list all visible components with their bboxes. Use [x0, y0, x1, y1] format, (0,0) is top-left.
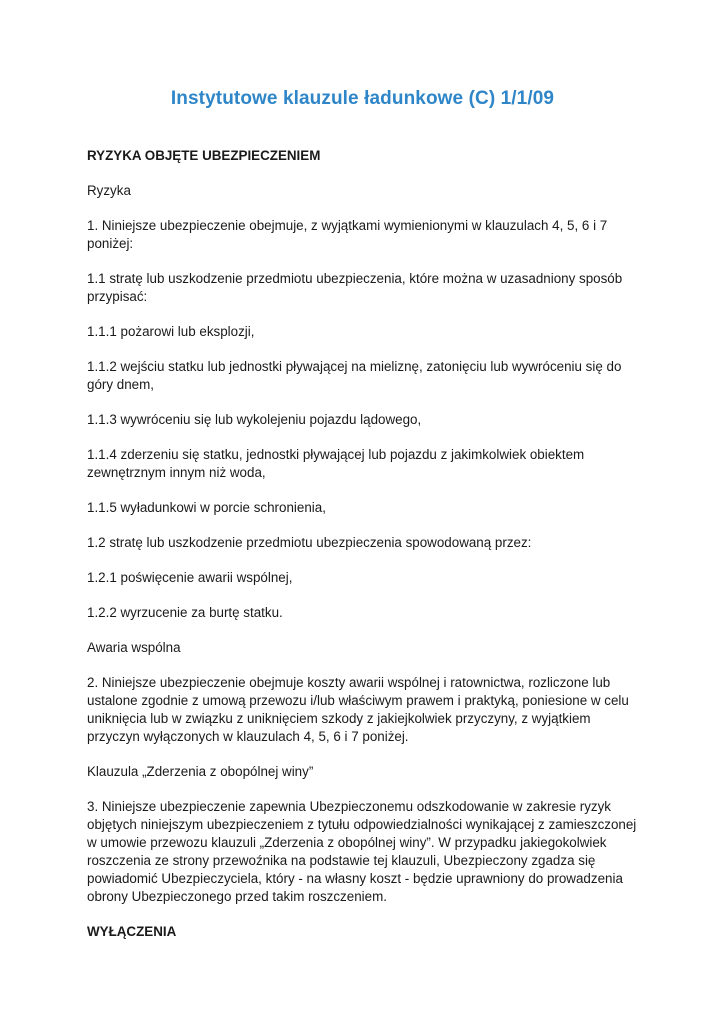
paragraph: 1.1.3 wywróceniu się lub wykolejeniu pojazdu lądowego,	[87, 412, 422, 427]
paragraph: 2. Niniejsze ubezpieczenie obejmuje koszty awarii wspólnej i ratownictwa, rozliczone lub ustalone zgodnie z umową przewozu i/lub właściwym prawem i praktyką, poniesione w celu uniknięcia lub w związku z uniknięciem szkody z jakiejkolwiek przyczyny, z wyjątkiem przyczyn wyłączonych w klauzulach 4, 5, 6 i 7 poniżej.	[87, 675, 629, 744]
paragraph: 1.1.1 pożarowi lub eksplozji,	[87, 324, 255, 339]
document-title: Instytutowe klauzule ładunkowe (C) 1/1/09	[170, 88, 555, 109]
paragraph: 1.1.2 wejściu statku lub jednostki pływającej na mieliznę, zatonięciu lub wywróceniu się do góry dnem,	[87, 359, 622, 392]
section-heading: WYŁĄCZENIA	[87, 924, 177, 939]
paragraph: Klauzula „Zderzenia z obopólnej winy”	[87, 764, 314, 779]
document-body	[87, 147, 647, 958]
paragraph: 1.2.2 wyrzucenie za burtę statku.	[87, 605, 283, 620]
paragraph: 1.1.4 zderzeniu się statku, jednostki pływającej lub pojazdu z jakimkolwiek obiektem zewnętrznym innym niż woda,	[87, 447, 585, 480]
paragraph: 3. Niniejsze ubezpieczenie zapewnia Ubezpieczonemu odszkodowanie w zakresie ryzyk objętych niniejszym ubezpieczeniem z tytułu odpowiedzialności wynikającej z zamieszczonej w umowie przewozu klauzuli „Zderzenia z obopólnej winy”. W przypadku jakiegokolwiek roszczenia ze strony przewoźnika na podstawie tej klauzuli, Ubezpieczony zgadza się powiadomić Ubezpieczyciela, który - na własny koszt - będzie uprawniony do prowadzenia obrony Ubezpieczonego przed takim roszczeniem.	[87, 799, 637, 904]
section-heading: RYZYKA OBJĘTE UBEZPIECZENIEM	[87, 148, 321, 163]
paragraph: 1.1 stratę lub uszkodzenie przedmiotu ubezpieczenia, które można w uzasadniony sposób przypisać:	[87, 271, 623, 304]
paragraph: Awaria wspólna	[87, 640, 181, 655]
paragraph: 1.1.5 wyładunkowi w porcie schronienia,	[87, 500, 326, 515]
paragraph: 1.2.1 poświęcenie awarii wspólnej,	[87, 570, 293, 585]
paragraph: Ryzyka	[87, 183, 131, 198]
paragraph: 1.2 stratę lub uszkodzenie przedmiotu ubezpieczenia spowodowaną przez:	[87, 535, 532, 550]
paragraph: 1. Niniejsze ubezpieczenie obejmuje, z wyjątkami wymienionymi w klauzulach 4, 5, 6 i 7 poniżej:	[87, 218, 608, 251]
